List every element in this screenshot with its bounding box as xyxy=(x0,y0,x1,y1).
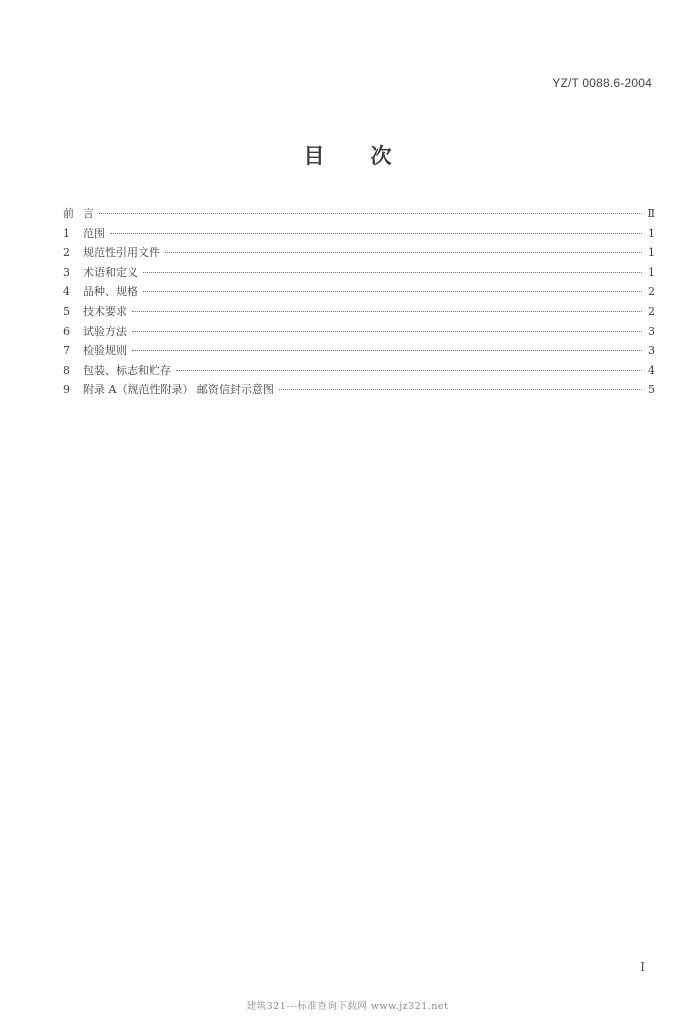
toc-entry-page: 5 xyxy=(648,383,655,397)
page-title-char-2: 次 xyxy=(370,144,392,168)
toc-entry-foreword[interactable] xyxy=(63,205,655,225)
toc-entry-number: 4 xyxy=(63,285,70,299)
toc-entry-page: 1 xyxy=(648,265,655,279)
table-of-contents xyxy=(63,205,655,401)
toc-entry-3[interactable] xyxy=(63,264,655,284)
toc-entry-7[interactable] xyxy=(63,342,655,362)
toc-leader-dots xyxy=(110,233,642,234)
toc-leader-dots xyxy=(143,291,642,292)
toc-entry-label: 术语和定义 xyxy=(83,265,138,279)
toc-leader-dots xyxy=(132,331,642,332)
toc-entry-number: 5 xyxy=(63,304,70,318)
toc-entry-number: 8 xyxy=(63,363,70,377)
toc-entry-number: 1 xyxy=(63,226,70,240)
toc-leader-dots xyxy=(176,370,642,371)
toc-entry-number: 2 xyxy=(63,246,70,260)
toc-entry-6[interactable] xyxy=(63,323,655,343)
footer-watermark: 建筑321---标准查询下载网 www.jz321.net xyxy=(246,1001,449,1012)
toc-leader-dots xyxy=(132,350,642,351)
toc-entry-label: 规范性引用文件 xyxy=(83,246,160,260)
page-title-char-1: 目 xyxy=(303,144,325,168)
toc-entry-number: 3 xyxy=(63,265,70,279)
toc-entry-label: 技术要求 xyxy=(83,304,127,318)
toc-entry-9[interactable] xyxy=(63,381,655,401)
toc-leader-dots xyxy=(132,311,642,312)
toc-leader-dots xyxy=(279,389,642,390)
toc-entry-number: 前 xyxy=(63,207,74,220)
toc-entry-5[interactable] xyxy=(63,303,655,323)
toc-entry-label: 附录 A（规范性附录） 邮资信封示意图 xyxy=(83,383,274,397)
toc-entry-page: Ⅱ xyxy=(647,207,655,220)
toc-entry-label: 言 xyxy=(83,207,94,220)
toc-entry-number: 6 xyxy=(63,324,70,338)
toc-entry-page: 1 xyxy=(648,246,655,260)
toc-entry-4[interactable] xyxy=(63,283,655,303)
toc-entry-label: 范围 xyxy=(83,226,105,240)
toc-entry-2[interactable] xyxy=(63,244,655,264)
toc-entry-page: 4 xyxy=(648,363,655,377)
toc-entry-number: 9 xyxy=(63,383,70,397)
toc-leader-dots xyxy=(99,213,642,214)
page-title xyxy=(0,140,695,170)
toc-entry-number: 7 xyxy=(63,344,70,358)
toc-entry-page: 1 xyxy=(648,226,655,240)
standard-code: YZ/T 0088.6-2004 xyxy=(552,76,652,90)
toc-entry-page: 2 xyxy=(648,304,655,318)
toc-entry-label: 包装、标志和贮存 xyxy=(83,363,171,377)
toc-leader-dots xyxy=(165,252,642,253)
toc-entry-label: 检验规则 xyxy=(83,344,127,358)
toc-leader-dots xyxy=(143,272,642,273)
toc-entry-label: 品种、规格 xyxy=(83,285,138,299)
toc-entry-page: 2 xyxy=(648,285,655,299)
toc-entry-page: 3 xyxy=(648,324,655,338)
page-number: I xyxy=(640,960,645,974)
toc-entry-label: 试验方法 xyxy=(83,324,127,338)
toc-entry-page: 3 xyxy=(648,344,655,358)
toc-entry-8[interactable] xyxy=(63,362,655,382)
toc-entry-1[interactable] xyxy=(63,225,655,245)
